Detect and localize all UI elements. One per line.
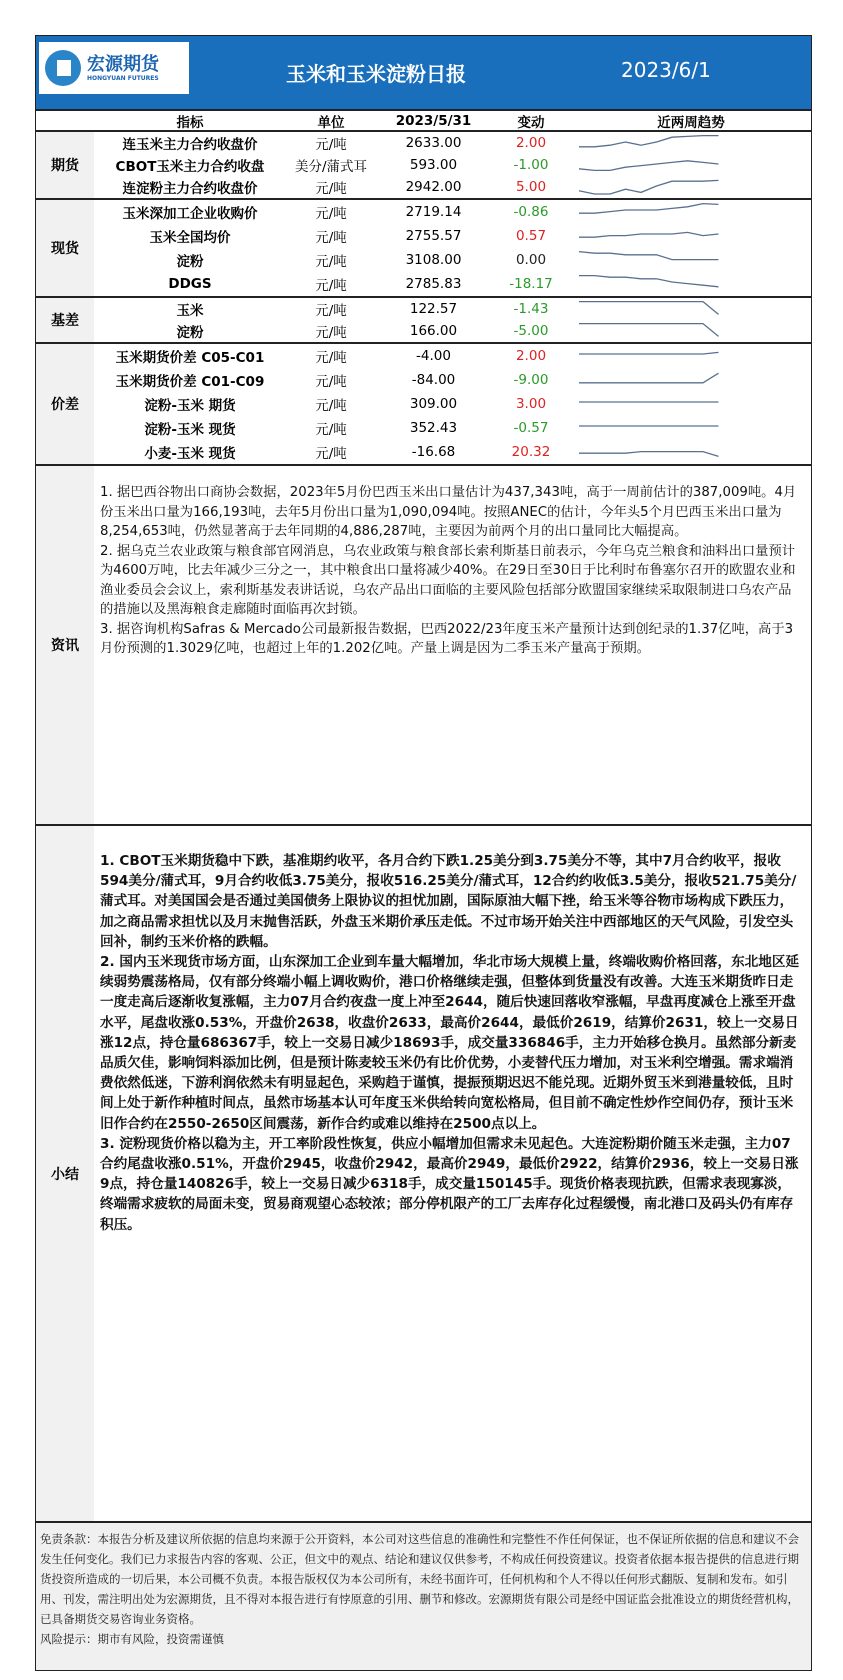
indicator-name: 小麦-玉米 现货 <box>144 446 236 462</box>
table-row <box>94 272 811 296</box>
change: 0.00 <box>515 252 547 268</box>
section-label: 小结 <box>36 826 94 1521</box>
table-header <box>36 111 811 132</box>
logo-mark-icon <box>45 50 81 86</box>
section-label: 期货 <box>36 132 94 198</box>
unit: 美分/蒲式耳 <box>294 159 368 175</box>
unit: 元/吨 <box>315 398 347 414</box>
unit: 元/吨 <box>315 206 347 222</box>
sparkline-line <box>579 204 719 214</box>
section-label: 基差 <box>36 298 94 342</box>
trend-sparkline <box>571 272 741 294</box>
indicator-name: CBOT玉米主力合约收盘 <box>115 159 265 175</box>
value: 309.00 <box>409 396 458 412</box>
indicator-name: 玉米全国均价 <box>149 230 231 246</box>
value: 3108.00 <box>405 252 462 268</box>
table-row <box>94 344 811 368</box>
indicator-name: 玉米期货价差 C01-C09 <box>115 374 265 390</box>
section-label: 现货 <box>36 200 94 296</box>
unit: 元/吨 <box>315 278 347 294</box>
sparkline-line <box>579 373 719 383</box>
value: 2633.00 <box>405 135 462 151</box>
value: 2719.14 <box>405 204 462 220</box>
unit: 元/吨 <box>315 350 347 366</box>
indicator-name: 淀粉 <box>176 254 204 270</box>
col-indicator: 指标 <box>176 114 204 131</box>
disclaimer <box>36 1523 811 1670</box>
change: -1.00 <box>513 157 549 173</box>
indicator-name: 玉米深加工企业收购价 <box>122 206 258 222</box>
unit: 元/吨 <box>315 181 347 197</box>
trend-sparkline <box>571 154 741 176</box>
unit: 元/吨 <box>315 303 347 319</box>
col-change: 变动 <box>517 114 545 131</box>
indicator-name: 淀粉-玉米 现货 <box>144 422 236 438</box>
logo-subtext: HONGYUAN FUTURES <box>87 74 159 82</box>
value: 352.43 <box>409 420 458 436</box>
section-0 <box>36 132 811 200</box>
value: -84.00 <box>411 372 456 388</box>
summary-paragraph: 3. 淀粉现货价格以稳为主，开工率阶段性恢复，供应小幅增加但需求未见起色。大连淀粉期价随玉米走强，主力07合约尾盘收涨0.51%，开盘价2945，收盘价2942，最高价2949，最低价2922，结算价2936，较上一交易日涨9点，持仓量140826手，较上一交易日减少6318手，成交量150145手。现货价格表现抗跌，但需求表现寡淡，终端需求疲软的局面未变，贸易商观望心态较浓；部分停机限产的工厂去库存化过程缓慢，南北港口及码头仍有库存积压。 <box>100 1135 799 1233</box>
indicator-name: 玉米 <box>176 303 204 319</box>
table-row <box>94 440 811 464</box>
trend-sparkline <box>571 392 741 414</box>
trend-sparkline <box>571 200 741 222</box>
unit: 元/吨 <box>315 374 347 390</box>
sparkline-line <box>579 161 719 171</box>
table-row <box>94 248 811 272</box>
report-title: 玉米和玉米淀粉日报 <box>286 62 466 86</box>
unit: 元/吨 <box>315 230 347 246</box>
value: 2942.00 <box>405 179 462 195</box>
change: 20.32 <box>511 444 551 460</box>
sparkline-line <box>579 180 719 194</box>
col-unit: 单位 <box>317 114 345 131</box>
value: 122.57 <box>409 301 458 317</box>
change: 5.00 <box>515 179 547 195</box>
value: 166.00 <box>409 323 458 339</box>
sparkline-line <box>579 232 719 237</box>
unit: 元/吨 <box>315 446 347 462</box>
change: 2.00 <box>515 135 547 151</box>
report-header <box>36 36 811 111</box>
trend-sparkline <box>571 224 741 246</box>
table-row <box>94 200 811 224</box>
change: 0.57 <box>515 228 547 244</box>
value: 2785.83 <box>405 276 462 292</box>
unit: 元/吨 <box>315 254 347 270</box>
table-row <box>94 176 811 198</box>
table-row <box>94 320 811 342</box>
section-label: 资讯 <box>36 466 94 824</box>
trend-sparkline <box>571 248 741 270</box>
news-section <box>36 466 811 826</box>
change: -18.17 <box>509 276 553 292</box>
table-row <box>94 368 811 392</box>
company-logo <box>39 42 189 94</box>
news-paragraph: 2. 据乌克兰农业政策与粮食部官网消息，乌农业政策与粮食部长索利斯基日前表示，今年乌克兰粮食和油料出口量预计为4600万吨，比去年减少三分之一，其中粮食出口量将减少40%。在29日至30日于比利时布鲁塞尔召开的欧盟农业和渔业委员会会议上，索利斯基发表讲话说，乌农产品出口面临的主要风险包括部分欧盟国家继续采取限制进口乌农产品的措施以及黑海粮食走廊随时面临再次封锁。 <box>100 543 796 617</box>
change: 3.00 <box>515 396 547 412</box>
section-3 <box>36 344 811 466</box>
table-row <box>94 392 811 416</box>
indicator-name: 玉米期货价差 C05-C01 <box>115 350 265 366</box>
section-2 <box>36 298 811 344</box>
sparkline-line <box>579 302 719 315</box>
indicator-name: 连淀粉主力合约收盘价 <box>122 181 258 197</box>
change: -0.57 <box>513 420 549 436</box>
table-row <box>94 154 811 176</box>
change: 2.00 <box>515 348 547 364</box>
sparkline-line <box>579 276 719 287</box>
indicator-name: 淀粉 <box>176 325 204 341</box>
sparkline-line <box>579 452 719 457</box>
indicator-name: 淀粉-玉米 期货 <box>144 398 236 414</box>
unit: 元/吨 <box>315 325 347 341</box>
trend-sparkline <box>571 416 741 438</box>
value: -16.68 <box>411 444 456 460</box>
section-label: 价差 <box>36 344 94 464</box>
value: 2755.57 <box>405 228 462 244</box>
value: 593.00 <box>409 157 458 173</box>
table-row <box>94 416 811 440</box>
table-row <box>94 224 811 248</box>
trend-sparkline <box>571 298 741 320</box>
trend-sparkline <box>571 344 741 366</box>
value: -4.00 <box>416 348 451 364</box>
unit: 元/吨 <box>315 137 347 153</box>
section-1 <box>36 200 811 298</box>
trend-sparkline <box>571 368 741 390</box>
sparkline-line <box>579 252 719 260</box>
news-paragraph: 3. 据咨询机构Safras & Mercado公司最新报告数据，巴西2022/23年度玉米产量预计达到创纪录的1.37亿吨，高于3月份预测的1.3029亿吨，也超过上年的1.202亿吨。产量上调是因为二季玉米产量高于预期。 <box>100 621 794 656</box>
change: -9.00 <box>513 372 549 388</box>
report-date: 2023/6/1 <box>621 58 711 82</box>
sparkline-line <box>579 136 719 147</box>
sparkline-line <box>579 352 719 354</box>
sparkline-line <box>579 324 719 337</box>
risk-warning: 风险提示：期市有风险，投资需谨慎 <box>40 1632 224 1646</box>
col-value: 2023/5/31 <box>395 112 472 129</box>
trend-sparkline <box>571 176 741 198</box>
disclaimer-text: 免责条款：本报告分析及建议所依据的信息均来源于公开资料，本公司对这些信息的准确性和完整性不作任何保证，也不保证所依据的信息和建议不会发生任何变化。我们已力求报告内容的客观、公正，但文中的观点、结论和建议仅供参考，不构成任何投资建议。投资者依据本报告提供的信息进行期货投资所造成的一切后果，本公司概不负责。本报告版权仅为本公司所有，未经书面许可，任何机构和个人不得以任何形式翻版、复制和发布。如引用、刊发，需注明出处为宏源期货，且不得对本报告进行有悖原意的引用、删节和修改。宏源期货有限公司是经中国证监会批准设立的期货经营机构，已具备期货交易咨询业务资格。 <box>40 1532 799 1626</box>
report-page <box>35 35 812 1671</box>
summary-section <box>36 826 811 1523</box>
trend-sparkline <box>571 320 741 342</box>
change: -5.00 <box>513 323 549 339</box>
trend-sparkline <box>571 440 741 462</box>
unit: 元/吨 <box>315 422 347 438</box>
indicator-name: DDGS <box>168 276 212 292</box>
summary-paragraph: 2. 国内玉米现货市场方面，山东深加工企业到车量大幅增加，华北市场大规模上量，终端收购价格回落，东北地区延续弱势震荡格局，仅有部分终端小幅上调收购价，港口价格继续走强，但整体到货量没有改善。大连玉米期货昨日走一度走高后逐渐收复涨幅，主力07月合约夜盘一度上冲至2644，随后快速回落收窄涨幅，早盘再度减仓上涨至开盘水平，尾盘收涨0.53%，开盘价2638，收盘价2633，最高价2644，最低价2619，结算价2631，较上一交易日涨12点，持仓量686367手，较上一交易日减少18693手，成交量336846手，主力开始移仓换月。虽然部分新麦品质欠佳，影响饲料添加比例，但是预计陈麦较玉米仍有比价优势，小麦替代压力增加，对玉米利空增强。需求端消费依然低迷，下游利润依然未有明显起色，采购趋于谨慎，提振预期迟迟不能兑现。近期外贸玉米到港量较低，且时间上处于新作种植时间点，虽然市场基本认可年度玉米供给转向宽松格局，但目前不确定性炒作空间仍存，预计玉米旧作合约在2550-2650区间震荡，新作合约或难以维持在2500点以上。 <box>100 954 800 1132</box>
table-row <box>94 298 811 320</box>
summary-paragraph: 1. CBOT玉米期货稳中下跌，基准期约收平，各月合约下跌1.25美分到3.75美分不等，其中7月合约收平，报收594美分/蒲式耳，9月合约收低3.75美分，报收516.25美分/蒲式耳，12合约约收低3.5美分，报收521.75美分/蒲式耳。对美国国会是否通过美国债务上限协议的担忧加剧，国际原油大幅下挫，给玉米等谷物市场构成下跌压力，加之商品需求担忧以及月末抛售活跃，外盘玉米期价承压走低。不过市场开始关注中西部地区的天气风险，引发空头回补，制约玉米价格的跌幅。 <box>100 853 797 950</box>
table-row <box>94 132 811 154</box>
change: -1.43 <box>513 301 549 317</box>
indicator-name: 连玉米主力合约收盘价 <box>122 137 258 153</box>
news-paragraph: 1. 据巴西谷物出口商协会数据，2023年5月份巴西玉米出口量估计为437,343吨，高于一周前估计的387,009吨。4月份玉米出口量为166,193吨，去年5月份出口量为1,090,094吨。按照ANEC的估计，今年头5个月巴西玉米出口量为8,254,653吨，仍然显著高于去年同期的4,886,287吨，主要因为前两个月的出口量同比大幅提高。 <box>100 485 797 539</box>
trend-sparkline <box>571 132 741 154</box>
change: -0.86 <box>513 204 549 220</box>
logo-text: 宏源期货 <box>87 53 159 75</box>
col-trend: 近两周趋势 <box>657 115 725 131</box>
